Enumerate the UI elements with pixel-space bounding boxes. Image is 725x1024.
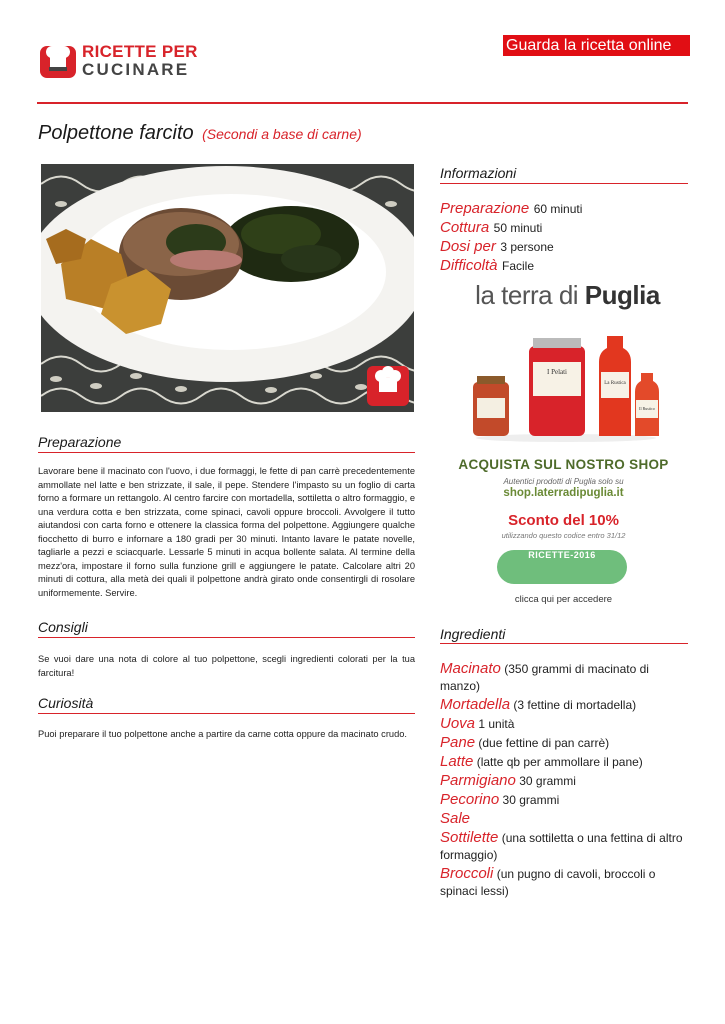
product-label-2: La Rustica: [604, 381, 626, 386]
ingredient-name: Macinato: [440, 660, 501, 677]
ingredient-name: Latte: [440, 753, 474, 770]
ingredient-item: [440, 753, 690, 771]
info-label: Difficoltà: [440, 257, 498, 274]
ingredient-detail: (latte qb per ammollare il pane): [476, 755, 643, 769]
ingredient-item: [440, 660, 690, 695]
logo-text-bottom: CUCINARE: [82, 60, 190, 79]
advert-shop-cta: ACQUISTA SUL NOSTRO SHOP: [458, 457, 669, 472]
advert-brand-name: Puglia: [584, 280, 660, 310]
tips-text: Se vuoi dare una nota di colore al tuo polpettone, scegli ingredienti colorati per la tua farcitura!: [38, 654, 415, 678]
preparation-heading: Preparazione: [38, 434, 122, 450]
ingredient-detail: (3 fettine di mortadella): [513, 698, 637, 712]
view-online-button[interactable]: Guarda la ricetta online: [503, 35, 690, 56]
shop-advert[interactable]: [441, 280, 686, 610]
product-jars-image: [471, 332, 661, 442]
ingredient-detail: (una sottiletta o una fettina di altro formaggio): [440, 831, 683, 862]
advert-url[interactable]: shop.laterradipuglia.it: [503, 487, 624, 499]
ingredient-item: [440, 696, 690, 714]
ingredient-detail: 1 unità: [478, 717, 515, 731]
ingredient-item: [440, 734, 690, 752]
ingredient-name: Sale: [440, 810, 471, 827]
info-heading: Informazioni: [440, 165, 517, 181]
advert-tagline: Autentici prodotti di Puglia solo su: [503, 477, 624, 486]
recipe-photo: [41, 164, 414, 412]
preparation-text: Lavorare bene il macinato con l'uovo, i due formaggi, le fette di pan carrè precedentemente ammollate nel latte e ben strizzate, il sale, il pepe. Stendere l'impasto su un foglio di carta forno a formare un rettangolo. Al centro farcire con mortadella, sottiletta o altro formaggio, e una verdura cotta e ben strizzata, come spinaci, cavoli oppure broccoli. Avvolgere il tutto aiutandosi con carta forno e ottenere la classica forma del polpettone. Aggiungere qualche fiocchetto di burro e infornare a 180 gradi per 30 minuti. Intanto lavare le patate novelle, tagliarle a pezzi e sciacquarle. Lessarle 5 minuti in acqua bollente salata. Al termine della mezz'ora, impostare il forno sulla funzione grill e aggiungere le patate. Calcolare altri 20 minuti di cottura, alla metà dei quali il polpettone andrà girato onde consentirgli di rosolare uniformemente. Servire.: [38, 466, 415, 598]
trivia-heading: Curiosità: [38, 695, 94, 711]
ingredient-item: [440, 791, 690, 809]
info-value: 50 minuti: [493, 221, 543, 235]
ingredient-item: [440, 772, 690, 790]
recipe-title: Polpettone farcito: [38, 122, 194, 144]
preparation-divider: [38, 452, 415, 453]
trivia-divider: [38, 713, 415, 714]
info-servings: [440, 238, 554, 256]
site-logo[interactable]: [40, 40, 200, 82]
ingredient-detail: (un pugno di cavoli, broccoli o spinaci lessi): [440, 867, 656, 898]
info-prep-time: [440, 200, 582, 218]
product-label-3: Il Rustico: [639, 406, 655, 411]
ingredient-detail: 30 grammi: [502, 793, 560, 807]
header-divider: [37, 102, 688, 104]
ingredient-detail: (350 grammi di macinato di manzo): [440, 662, 649, 693]
ingredient-item: [440, 715, 690, 733]
ingredient-detail: (due fettine di pan carrè): [478, 736, 610, 750]
advert-discount: Sconto del 10%: [508, 512, 619, 529]
ingredient-name: Uova: [440, 715, 476, 732]
info-cook-time: [440, 219, 542, 237]
ingredient-name: Pane: [440, 734, 476, 751]
advert-click-text[interactable]: clicca qui per accedere: [514, 594, 613, 605]
ingredients-heading: Ingredienti: [440, 626, 506, 642]
logo-text-top: RICETTE PER: [82, 42, 198, 61]
info-value: Facile: [501, 259, 534, 273]
ingredient-name: Broccoli: [440, 865, 494, 882]
ingredient-detail: 30 grammi: [519, 774, 576, 788]
product-label-1: I Pelati: [546, 368, 568, 376]
advert-brand-prefix: la terra di: [475, 280, 579, 310]
chef-hat-icon: [40, 40, 76, 78]
promo-code-button[interactable]: RICETTE-2016: [497, 550, 627, 584]
tips-divider: [38, 637, 415, 638]
ingredients-divider: [440, 643, 688, 644]
advert-code-note: utilizzando questo codice entro 31/12: [501, 531, 626, 540]
ingredient-name: Sottilette: [440, 829, 499, 846]
info-difficulty: [440, 257, 534, 275]
info-value: 3 persone: [500, 240, 554, 254]
ingredient-item: [440, 829, 690, 864]
ingredient-item: [440, 810, 690, 828]
info-label: Dosi per: [440, 238, 496, 255]
info-label: Preparazione: [440, 200, 530, 217]
info-value: 60 minuti: [533, 202, 583, 216]
ingredient-name: Mortadella: [440, 696, 511, 713]
ingredient-name: Pecorino: [440, 791, 500, 808]
recipe-category: (Secondi a base di carne): [202, 126, 362, 142]
advert-brand: [455, 280, 680, 311]
ingredient-name: Parmigiano: [440, 772, 516, 789]
trivia-text: Puoi preparare il tuo polpettone anche a partire da carne cotta oppure da macinato crudo.: [38, 729, 408, 739]
ingredient-item: [440, 865, 690, 900]
info-label: Cottura: [440, 219, 490, 236]
tips-heading: Consigli: [38, 619, 88, 635]
recipe-title-block: [38, 122, 362, 145]
info-divider: [440, 183, 688, 184]
